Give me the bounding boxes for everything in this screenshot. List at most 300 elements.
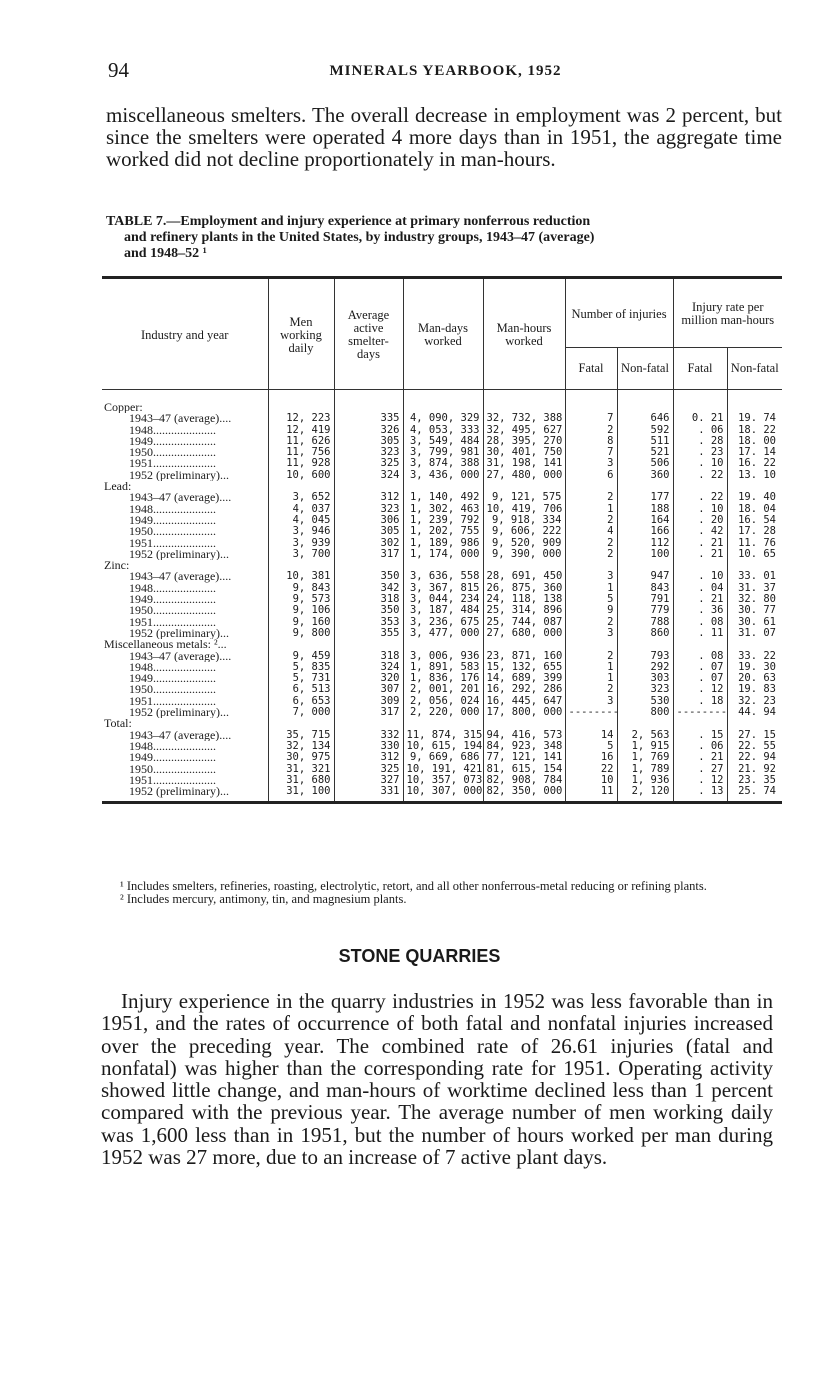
table-cell: 16, 292, 286 bbox=[483, 684, 565, 695]
table-cell bbox=[673, 390, 727, 414]
table-cell: 306 bbox=[334, 515, 403, 526]
data-table bbox=[102, 276, 782, 804]
table-cell: 1, 891, 583 bbox=[403, 662, 483, 673]
row-label: 1943–47 (average).... bbox=[102, 651, 268, 662]
table-cell: 3, 636, 558 bbox=[403, 571, 483, 582]
table-caption bbox=[106, 214, 782, 262]
header-average-active-days: Average active smelter-days bbox=[334, 278, 403, 390]
table-cell: 3, 700 bbox=[268, 549, 334, 560]
table-cell: 2, 120 bbox=[617, 786, 673, 803]
table-cell: 4, 053, 333 bbox=[403, 425, 483, 436]
table-cell bbox=[268, 639, 334, 650]
table-cell: 19. 74 bbox=[738, 412, 777, 425]
table-cell: 12, 223 bbox=[268, 413, 334, 424]
row-label: 1951..................... bbox=[102, 696, 268, 707]
intro-paragraph: miscellaneous smelters. The overall decrease in employment was 2 percent, but since the smelters were operated 4 more days than in 1951, the aggregate time worked did not decline proportionately in man-hours. bbox=[106, 103, 782, 171]
table-cell: 11, 874, 315 bbox=[403, 730, 483, 741]
row-label: 1948..................... bbox=[102, 504, 268, 515]
table-cell: . 10 bbox=[673, 458, 727, 469]
table-cell: 3, 044, 234 bbox=[403, 594, 483, 605]
table-cell: 10, 600 bbox=[268, 470, 334, 481]
table-cell bbox=[673, 639, 727, 650]
table-cell: 592 bbox=[617, 425, 673, 436]
injury-table bbox=[102, 276, 782, 804]
table-cell: 25, 744, 087 bbox=[483, 617, 565, 628]
table-cell: 302 bbox=[334, 538, 403, 549]
header-rate-fatal: Fatal bbox=[673, 348, 727, 390]
caption-line-2: and refinery plants in the United States, by industry groups, 1943–47 (average) bbox=[124, 230, 595, 245]
table-cell: . 10 bbox=[673, 504, 727, 515]
group-label: Total: bbox=[102, 718, 268, 729]
table-cell: 26, 875, 360 bbox=[483, 583, 565, 594]
table-cell: 1 bbox=[565, 504, 617, 515]
table-cell bbox=[483, 639, 565, 650]
table-cell: 11, 756 bbox=[268, 447, 334, 458]
table-cell: 30, 401, 750 bbox=[483, 447, 565, 458]
table-cell: 27. 15 bbox=[738, 728, 777, 741]
table-cell: 9, 606, 222 bbox=[483, 526, 565, 537]
table-cell: 100 bbox=[617, 549, 673, 560]
table-cell: 309 bbox=[334, 696, 403, 707]
table-cell: 9, 573 bbox=[268, 594, 334, 605]
table-cell: 6 bbox=[565, 470, 617, 481]
group-label: Lead: bbox=[102, 481, 268, 492]
table-cell: 1, 140, 492 bbox=[403, 492, 483, 503]
footnote-2: ² Includes mercury, antimony, tin, and magnesium plants. bbox=[120, 892, 407, 906]
table-cell: 1, 189, 986 bbox=[403, 538, 483, 549]
table-cell: . 06 bbox=[673, 425, 727, 436]
table-cell: 2, 056, 024 bbox=[403, 696, 483, 707]
table-cell: . 23 bbox=[673, 447, 727, 458]
table-cell: 14 bbox=[565, 730, 617, 741]
row-label: 1950..................... bbox=[102, 684, 268, 695]
table-cell bbox=[727, 639, 782, 650]
table-cell: 947 bbox=[617, 571, 673, 582]
table-cell: . 22 bbox=[673, 492, 727, 503]
table-cell: -------- bbox=[565, 707, 617, 718]
table-cell: 22. 55 bbox=[738, 739, 777, 752]
table-cell: 16. 22 bbox=[738, 457, 777, 470]
table-cell: . 07 bbox=[673, 662, 727, 673]
table-cell: 30, 975 bbox=[268, 752, 334, 763]
table-cell: 1, 174, 000 bbox=[403, 549, 483, 560]
table-cell: 10 bbox=[565, 775, 617, 786]
footnote-1: ¹ Includes smelters, refineries, roasting, electrolytic, retort, and all other nonferrous-metal reducing or refining plants. bbox=[120, 879, 707, 893]
table-cell: . 08 bbox=[673, 651, 727, 662]
caption-line-3: and 1948–52 ¹ bbox=[124, 246, 207, 261]
footnotes bbox=[106, 880, 782, 906]
table-cell: 0. 21 bbox=[673, 413, 727, 424]
table-cell: 11. 76 bbox=[738, 536, 777, 549]
table-cell: 318 bbox=[334, 594, 403, 605]
table-cell: 9, 390, 000 bbox=[483, 549, 565, 560]
table-cell: 307 bbox=[334, 684, 403, 695]
table-cell: 10, 419, 706 bbox=[483, 504, 565, 515]
row-label: 1949..................... bbox=[102, 673, 268, 684]
table-cell: 511 bbox=[617, 436, 673, 447]
header-fatal: Fatal bbox=[565, 348, 617, 390]
table-cell: 1 bbox=[565, 662, 617, 673]
table-cell: 13. 10 bbox=[738, 468, 777, 481]
row-label: 1949..................... bbox=[102, 594, 268, 605]
row-label: 1952 (preliminary)... bbox=[102, 707, 268, 718]
table-cell: 84, 923, 348 bbox=[483, 741, 565, 752]
table-cell bbox=[483, 390, 565, 414]
table-cell: 2 bbox=[565, 617, 617, 628]
header-rate-nonfatal: Non-fatal bbox=[727, 348, 782, 390]
table-cell: 32. 23 bbox=[738, 694, 777, 707]
header-man-hours: Man-hours worked bbox=[483, 278, 565, 390]
table-cell: . 18 bbox=[673, 696, 727, 707]
table-cell: 2 bbox=[565, 425, 617, 436]
table-group-row bbox=[102, 718, 782, 729]
table-cell: . 15 bbox=[673, 730, 727, 741]
table-cell: 18. 00 bbox=[738, 434, 777, 447]
group-label: Miscellaneous metals: ²... bbox=[102, 639, 268, 650]
table-cell: 3, 939 bbox=[268, 538, 334, 549]
table-cell: 800 bbox=[617, 707, 673, 718]
table-cell: 4 bbox=[565, 526, 617, 537]
table-cell: 82, 908, 784 bbox=[483, 775, 565, 786]
table-cell: . 21 bbox=[673, 594, 727, 605]
table-cell: 30. 61 bbox=[738, 615, 777, 628]
table-cell bbox=[565, 639, 617, 650]
table-cell: 2 bbox=[565, 515, 617, 526]
table-cell: 788 bbox=[617, 617, 673, 628]
table-cell: . 20 bbox=[673, 515, 727, 526]
table-cell: 332 bbox=[334, 730, 403, 741]
table-cell: 326 bbox=[334, 425, 403, 436]
table-cell: 305 bbox=[334, 436, 403, 447]
table-cell: 25. 74 bbox=[727, 786, 782, 803]
table-cell: 2, 563 bbox=[617, 730, 673, 741]
table-cell: . 10 bbox=[673, 571, 727, 582]
table-row bbox=[102, 526, 782, 537]
table-cell: 9, 918, 334 bbox=[483, 515, 565, 526]
table-cell: . 27 bbox=[673, 764, 727, 775]
table-cell: . 04 bbox=[673, 583, 727, 594]
table-cell: 312 bbox=[334, 752, 403, 763]
section-title: STONE QUARRIES bbox=[338, 946, 501, 966]
table-cell: 779 bbox=[617, 605, 673, 616]
table-cell: 350 bbox=[334, 571, 403, 582]
table-cell: 320 bbox=[334, 673, 403, 684]
table-body bbox=[102, 390, 782, 803]
table-cell: 325 bbox=[334, 764, 403, 775]
table-cell: 19. 83 bbox=[738, 683, 777, 696]
table-cell: 360 bbox=[617, 470, 673, 481]
table-cell bbox=[334, 639, 403, 650]
row-label: 1951..................... bbox=[102, 538, 268, 549]
table-cell: 3, 236, 675 bbox=[403, 617, 483, 628]
table-cell: . 07 bbox=[673, 673, 727, 684]
table-cell: 22. 94 bbox=[738, 751, 777, 764]
table-cell: 5, 731 bbox=[268, 673, 334, 684]
table-cell: 5 bbox=[565, 594, 617, 605]
table-cell: 330 bbox=[334, 741, 403, 752]
caption-line-1: TABLE 7.—Employment and injury experience at primary nonferrous reduction bbox=[106, 214, 591, 229]
row-label: 1951..................... bbox=[102, 775, 268, 786]
table-cell: 331 bbox=[334, 786, 403, 803]
table-cell: 2 bbox=[565, 549, 617, 560]
row-label: 1949..................... bbox=[102, 752, 268, 763]
table-cell: 843 bbox=[617, 583, 673, 594]
table-cell: 2 bbox=[565, 492, 617, 503]
table-cell: 323 bbox=[334, 504, 403, 515]
table-cell: 530 bbox=[617, 696, 673, 707]
table-cell: 521 bbox=[617, 447, 673, 458]
table-cell bbox=[617, 639, 673, 650]
page-number: 94 bbox=[108, 58, 129, 82]
table-cell: 335 bbox=[334, 413, 403, 424]
table-cell: 17. 14 bbox=[738, 446, 777, 459]
header-man-days: Man-days worked bbox=[403, 278, 483, 390]
table-cell: 10, 307, 000 bbox=[403, 786, 483, 803]
table-cell: 31, 198, 141 bbox=[483, 458, 565, 469]
table-cell bbox=[334, 718, 403, 729]
table-cell: . 21 bbox=[673, 549, 727, 560]
table-cell: 323 bbox=[334, 447, 403, 458]
table-cell: 44. 94 bbox=[738, 706, 777, 719]
table-cell: 27, 680, 000 bbox=[483, 628, 565, 639]
table-cell: . 11 bbox=[673, 628, 727, 639]
table-cell: . 08 bbox=[673, 617, 727, 628]
table-cell: 9, 459 bbox=[268, 651, 334, 662]
table-cell: 3 bbox=[565, 628, 617, 639]
table-cell: 1, 239, 792 bbox=[403, 515, 483, 526]
table-cell: 3, 874, 388 bbox=[403, 458, 483, 469]
table-cell: 8 bbox=[565, 436, 617, 447]
table-cell: . 13 bbox=[673, 786, 727, 803]
row-label: 1951..................... bbox=[102, 458, 268, 469]
table-cell: 18. 22 bbox=[738, 423, 777, 436]
table-group-row bbox=[102, 390, 782, 414]
table-cell: 303 bbox=[617, 673, 673, 684]
table-cell: 353 bbox=[334, 617, 403, 628]
table-cell: 325 bbox=[334, 458, 403, 469]
table-cell: 9 bbox=[565, 605, 617, 616]
table-cell: 312 bbox=[334, 492, 403, 503]
table-cell: 9, 106 bbox=[268, 605, 334, 616]
table-row bbox=[102, 470, 782, 481]
table-cell bbox=[403, 639, 483, 650]
table-cell: 10. 65 bbox=[738, 547, 777, 560]
table-cell: 1, 202, 755 bbox=[403, 526, 483, 537]
header-men-working-daily: Men working daily bbox=[268, 278, 334, 390]
table-row bbox=[102, 752, 782, 763]
table-cell bbox=[727, 718, 782, 729]
table-cell: 3 bbox=[565, 458, 617, 469]
table-cell bbox=[483, 718, 565, 729]
row-label: 1943–47 (average).... bbox=[102, 492, 268, 503]
row-label: 1948..................... bbox=[102, 741, 268, 752]
table-cell: 317 bbox=[334, 707, 403, 718]
row-label: 1948..................... bbox=[102, 662, 268, 673]
row-label: 1943–47 (average).... bbox=[102, 413, 268, 424]
table-row bbox=[102, 413, 782, 424]
table-cell: 793 bbox=[617, 651, 673, 662]
table-cell: -------- bbox=[673, 707, 727, 718]
table-cell: 7 bbox=[565, 413, 617, 424]
table-cell: 32, 732, 388 bbox=[483, 413, 565, 424]
table-cell: 324 bbox=[334, 470, 403, 481]
table-cell: 32, 134 bbox=[268, 741, 334, 752]
table-cell bbox=[617, 718, 673, 729]
table-cell: 1, 789 bbox=[617, 764, 673, 775]
table-cell bbox=[565, 718, 617, 729]
table-cell: 12, 419 bbox=[268, 425, 334, 436]
row-label: 1952 (preliminary)... bbox=[102, 786, 268, 803]
row-label: 1952 (preliminary)... bbox=[102, 628, 268, 639]
table-cell: 10, 191, 421 bbox=[403, 764, 483, 775]
table-cell: 318 bbox=[334, 651, 403, 662]
table-cell: 324 bbox=[334, 662, 403, 673]
table-cell: 188 bbox=[617, 504, 673, 515]
table-cell: 3, 006, 936 bbox=[403, 651, 483, 662]
row-label: 1951..................... bbox=[102, 617, 268, 628]
table-cell: 1, 915 bbox=[617, 741, 673, 752]
table-cell: 18. 04 bbox=[738, 502, 777, 515]
table-cell: . 36 bbox=[673, 605, 727, 616]
table-cell: 11, 928 bbox=[268, 458, 334, 469]
table-cell: 7, 000 bbox=[268, 707, 334, 718]
table-cell: 31, 680 bbox=[268, 775, 334, 786]
table-cell: 2 bbox=[565, 538, 617, 549]
header-nonfatal: Non-fatal bbox=[617, 348, 673, 390]
row-label: 1950..................... bbox=[102, 447, 268, 458]
page-header bbox=[108, 58, 783, 88]
table-cell: 9, 800 bbox=[268, 628, 334, 639]
table-cell: 9, 121, 575 bbox=[483, 492, 565, 503]
table-row bbox=[102, 786, 782, 803]
row-label: 1943–47 (average).... bbox=[102, 571, 268, 582]
table-cell: 4, 045 bbox=[268, 515, 334, 526]
table-cell: 5 bbox=[565, 741, 617, 752]
table-cell: 10, 357, 073 bbox=[403, 775, 483, 786]
table-cell: 791 bbox=[617, 594, 673, 605]
table-cell: 32, 495, 627 bbox=[483, 425, 565, 436]
row-label: 1950..................... bbox=[102, 764, 268, 775]
row-label: 1948..................... bbox=[102, 425, 268, 436]
table-cell: 16. 54 bbox=[738, 513, 777, 526]
table-cell bbox=[268, 390, 334, 414]
table-cell: 3, 652 bbox=[268, 492, 334, 503]
table-cell: 3, 477, 000 bbox=[403, 628, 483, 639]
table-cell: . 22 bbox=[673, 470, 727, 481]
table-cell: 33. 22 bbox=[738, 649, 777, 662]
table-cell: 1 bbox=[565, 583, 617, 594]
table-cell: 81, 615, 154 bbox=[483, 764, 565, 775]
table-cell bbox=[565, 390, 617, 414]
table-cell: 166 bbox=[617, 526, 673, 537]
table-cell: . 21 bbox=[673, 538, 727, 549]
row-label: 1949..................... bbox=[102, 436, 268, 447]
table-cell: 11 bbox=[565, 786, 617, 803]
table-cell: 6, 653 bbox=[268, 696, 334, 707]
table-cell: 646 bbox=[617, 413, 673, 424]
table-cell: 2 bbox=[565, 684, 617, 695]
table-cell: . 21 bbox=[673, 752, 727, 763]
table-cell: 860 bbox=[617, 628, 673, 639]
table-cell: 4, 037 bbox=[268, 504, 334, 515]
table-row bbox=[102, 707, 782, 718]
table-cell: 1, 936 bbox=[617, 775, 673, 786]
table-cell: . 12 bbox=[673, 775, 727, 786]
table-cell bbox=[334, 390, 403, 414]
group-label: Copper: bbox=[102, 390, 268, 414]
table-cell: 16, 445, 647 bbox=[483, 696, 565, 707]
table-cell: 77, 121, 141 bbox=[483, 752, 565, 763]
table-cell: 9, 843 bbox=[268, 583, 334, 594]
table-cell: . 12 bbox=[673, 684, 727, 695]
row-label: 1952 (preliminary)... bbox=[102, 470, 268, 481]
table-cell: 32. 80 bbox=[738, 593, 777, 606]
row-label: 1950..................... bbox=[102, 605, 268, 616]
table-cell: 21. 92 bbox=[738, 762, 777, 775]
table-cell: 292 bbox=[617, 662, 673, 673]
table-cell: 94, 416, 573 bbox=[483, 730, 565, 741]
table-cell: 1 bbox=[565, 673, 617, 684]
table-cell: 10, 615, 194 bbox=[403, 741, 483, 752]
table-cell: 23. 35 bbox=[738, 773, 777, 786]
table-cell: . 28 bbox=[673, 436, 727, 447]
table-cell: 5, 835 bbox=[268, 662, 334, 673]
table-cell: 3, 436, 000 bbox=[403, 470, 483, 481]
table-cell: 17, 800, 000 bbox=[483, 707, 565, 718]
group-label: Zinc: bbox=[102, 560, 268, 571]
table-cell: 3 bbox=[565, 696, 617, 707]
table-cell: 1, 769 bbox=[617, 752, 673, 763]
table-cell bbox=[727, 390, 782, 414]
table-cell: 177 bbox=[617, 492, 673, 503]
row-label: 1943–47 (average).... bbox=[102, 730, 268, 741]
row-label: 1948..................... bbox=[102, 583, 268, 594]
table-cell: 27, 480, 000 bbox=[483, 470, 565, 481]
table-cell: 11, 626 bbox=[268, 436, 334, 447]
table-cell: 317 bbox=[334, 549, 403, 560]
table-cell: 305 bbox=[334, 526, 403, 537]
table-cell: 9, 669, 686 bbox=[403, 752, 483, 763]
table-cell: 4, 090, 329 bbox=[403, 413, 483, 424]
table-cell: 22 bbox=[565, 764, 617, 775]
table-cell: 1, 302, 463 bbox=[403, 504, 483, 515]
table-cell: 33. 01 bbox=[738, 570, 777, 583]
row-label: 1950..................... bbox=[102, 526, 268, 537]
table-cell: 2 bbox=[565, 651, 617, 662]
table-cell: 112 bbox=[617, 538, 673, 549]
header-number-of-injuries: Number of injuries bbox=[565, 278, 673, 348]
table-row bbox=[102, 549, 782, 560]
table-cell: 31, 321 bbox=[268, 764, 334, 775]
table-cell: 2, 220, 000 bbox=[403, 707, 483, 718]
table-cell: 506 bbox=[617, 458, 673, 469]
table-cell bbox=[617, 390, 673, 414]
table-cell: 31. 37 bbox=[738, 581, 777, 594]
stone-quarries-paragraph: Injury experience in the quarry industries in 1952 was less favorable than in 1951, and the rates of occurrence of both fatal and nonfatal injuries increased over the preceding year. The combined rate of 26.61 injuries (fatal and nonfatal) was higher than the corresponding rate for 1951. Operating activity showed little change, and man-hours of worktime declined less than 1 percent compared with the previous year. The average number of men working daily was 1,600 less than in 1951, but the number of hours worked per man during 1952 was 27 more, due to an increase of 7 active plant days. bbox=[101, 989, 773, 1170]
row-label: 1949..................... bbox=[102, 515, 268, 526]
table-cell: 35, 715 bbox=[268, 730, 334, 741]
table-cell: 164 bbox=[617, 515, 673, 526]
table-group-row bbox=[102, 639, 782, 650]
table-cell: 6, 513 bbox=[268, 684, 334, 695]
table-cell: 3, 946 bbox=[268, 526, 334, 537]
table-cell: . 06 bbox=[673, 741, 727, 752]
table-cell: 7 bbox=[565, 447, 617, 458]
table-cell: . 42 bbox=[673, 526, 727, 537]
table-cell: 25, 314, 896 bbox=[483, 605, 565, 616]
table-cell: 9, 160 bbox=[268, 617, 334, 628]
table-cell: 3, 549, 484 bbox=[403, 436, 483, 447]
